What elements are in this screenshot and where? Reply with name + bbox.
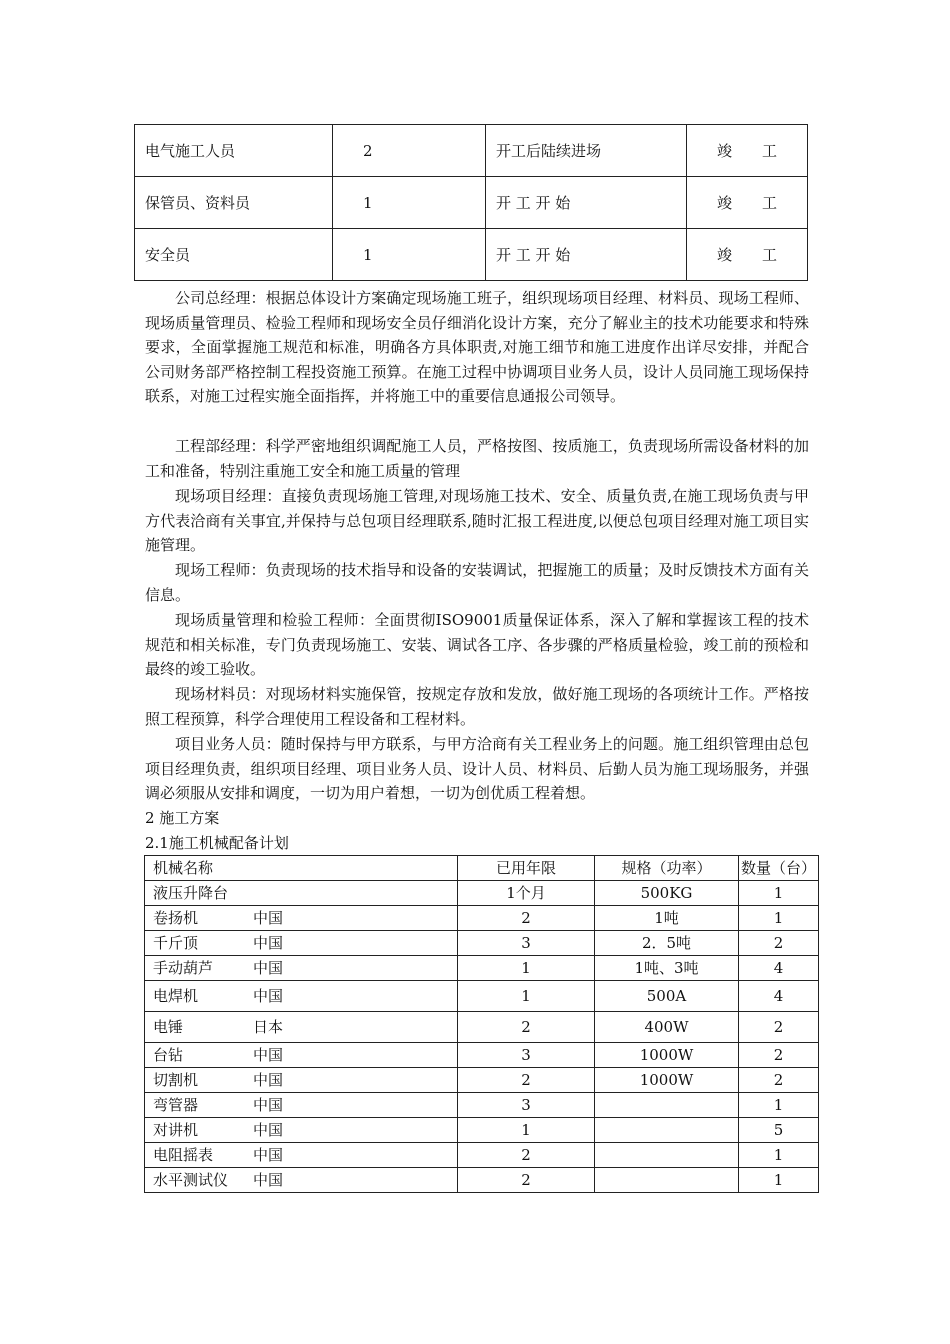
spec-cell [595,1168,739,1193]
paragraph-material-clerk: 现场材料员：对现场材料实施保管，按规定存放和发放，做好施工现场的各项统计工作。严格按照工程预算，科学合理使用工程设备和工程材料。 [145,685,809,728]
machine-name: 台钻 [153,1046,184,1064]
machine-origin: 中国 [253,959,284,977]
spec-cell: 2．5吨 [595,931,739,956]
machine-name-cell [145,881,458,906]
spec-cell: 1吨、3吨 [595,956,739,981]
header-spec: 规格（功率） [595,856,739,881]
count-cell: 2 [333,125,486,177]
paragraph-general-manager: 公司总经理：根据总体设计方案确定现场施工班子，组织现场项目经理、材料员、现场工程师、现场质量管理员、检验工程师和现场安全员仔细消化设计方案，充分了解业主的技术功能要求和特殊要求，全面掌握施工规范和标准，明确各方具体职责,对施工细节和施工进度作出详尽安排，并配合公司财务部严格控制工程投资施工预算。在施工过程中协调项目业务人员，设计人员同施工现场保持联系，对施工过程实施全面指挥，并将施工中的重要信息通报公司领导。 [145,289,809,405]
staff-schedule-table [134,124,808,281]
start-cell: 开 工 开 始 [486,229,687,281]
end-cell: 竣 工 [687,177,808,229]
machine-origin: 中国 [253,1171,284,1189]
machine-name-cell [145,1168,458,1193]
qty-cell: 1 [739,906,819,931]
machine-name: 切割机 [153,1071,199,1089]
years-cell: 1 [458,956,595,981]
table-row [145,881,819,906]
end-cell: 竣 工 [687,229,808,281]
table-header-row [145,856,819,881]
machine-name: 水平测试仪 [153,1171,229,1189]
machine-name-cell [145,1118,458,1143]
spec-cell: 1吨 [595,906,739,931]
spec-cell: 400W [595,1012,739,1043]
machine-name: 千斤顶 [153,934,199,952]
machine-name: 手动葫芦 [153,959,214,977]
years-cell: 3 [458,1093,595,1118]
qty-cell: 1 [739,881,819,906]
spec-cell: 500KG [595,881,739,906]
table-row [145,1068,819,1093]
table-row [145,956,819,981]
qty-cell: 1 [739,1093,819,1118]
machine-name-cell [145,1093,458,1118]
machine-name-cell [145,906,458,931]
machine-origin: 中国 [253,1071,284,1089]
table-row [145,906,819,931]
machine-origin: 中国 [253,1121,284,1139]
machine-name: 电阻摇表 [153,1146,214,1164]
years-cell: 3 [458,1043,595,1068]
machine-name-cell [145,956,458,981]
qty-cell: 5 [739,1118,819,1143]
spec-cell [595,1143,739,1168]
section-title: 2 施工方案 [145,809,220,827]
machine-name: 卷扬机 [153,909,199,927]
machine-name-cell [145,1043,458,1068]
years-cell: 2 [458,1012,595,1043]
machine-name-cell [145,1068,458,1093]
table-row [145,1168,819,1193]
qty-cell: 2 [739,1043,819,1068]
machine-name-cell [145,1143,458,1168]
table-row [135,177,808,229]
paragraph-engineering-manager: 工程部经理：科学严密地组织调配施工人员，严格按图、按质施工，负责现场所需设备材料的加工和准备，特别注重施工安全和施工质量的管理 [145,437,809,480]
qty-cell: 1 [739,1168,819,1193]
table-row [145,1143,819,1168]
header-name: 机械名称 [145,856,458,881]
qty-cell: 2 [739,1012,819,1043]
machine-origin: 日本 [253,1018,284,1036]
table-row [135,125,808,177]
role-cell: 安全员 [135,229,333,281]
start-cell: 开 工 开 始 [486,177,687,229]
machine-name-cell [145,981,458,1012]
years-cell: 2 [458,906,595,931]
qty-cell: 2 [739,1068,819,1093]
machine-name-cell [145,1012,458,1043]
role-cell: 电气施工人员 [135,125,333,177]
table-row [145,1012,819,1043]
machine-origin: 中国 [253,909,284,927]
qty-cell: 2 [739,931,819,956]
years-cell: 2 [458,1068,595,1093]
machine-origin: 中国 [253,1146,284,1164]
machine-name: 弯管器 [153,1096,199,1114]
header-qty: 数量（台） [739,856,819,881]
years-cell: 1 [458,1118,595,1143]
subsection-title: 2.1施工机械配备计划 [145,834,289,852]
start-cell: 开工后陆续进场 [486,125,687,177]
years-cell: 3 [458,931,595,956]
years-cell: 2 [458,1143,595,1168]
table-row [145,1118,819,1143]
machine-name: 对讲机 [153,1121,199,1139]
table-row [145,1093,819,1118]
paragraph-business-staff: 项目业务人员：随时保持与甲方联系，与甲方洽商有关工程业务上的问题。施工组织管理由总包项目经理负责，组织项目经理、项目业务人员、设计人员、材料员、后勤人员为施工现场服务，并强调必须服从安排和调度，一切为用户着想，一切为创优质工程着想。 [145,735,809,802]
machine-name-cell [145,931,458,956]
years-cell: 1 [458,981,595,1012]
spec-cell [595,1093,739,1118]
table-row [145,1043,819,1068]
machine-origin: 中国 [253,934,284,952]
role-cell: 保管员、资料员 [135,177,333,229]
paragraph-project-manager: 现场项目经理：直接负责现场施工管理,对现场施工技术、安全、质量负责,在施工现场负责与甲方代表洽商有关事宜,并保持与总包项目经理联系,随时汇报工程进度,以便总包项目经理对施工项目实施管理。 [145,487,809,554]
paragraph-site-engineer: 现场工程师：负责现场的技术指导和设备的安装调试，把握施工的质量；及时反馈技术方面有关信息。 [145,561,809,604]
machine-name: 电锤 [153,1018,184,1036]
machine-name: 电焊机 [153,987,199,1005]
count-cell: 1 [333,177,486,229]
header-years: 已用年限 [458,856,595,881]
count-cell: 1 [333,229,486,281]
machine-origin: 中国 [253,1096,284,1114]
years-cell: 1个月 [458,881,595,906]
years-cell: 2 [458,1168,595,1193]
qty-cell: 4 [739,981,819,1012]
machine-origin: 中国 [253,1046,284,1064]
qty-cell: 4 [739,956,819,981]
paragraph-quality-engineer: 现场质量管理和检验工程师：全面贯彻ISO9001质量保证体系，深入了解和掌握该工程的技术规范和相关标准，专门负责现场施工、安装、调试各工序、各步骤的严格质量检验，竣工前的预检和最终的竣工验收。 [145,611,809,678]
machine-origin: 中国 [253,987,284,1005]
table-row [145,931,819,956]
table-row [145,981,819,1012]
spec-cell: 500A [595,981,739,1012]
qty-cell: 1 [739,1143,819,1168]
spec-cell [595,1118,739,1143]
spec-cell: 1000W [595,1043,739,1068]
table-row [135,229,808,281]
spec-cell: 1000W [595,1068,739,1093]
machine-table [144,855,819,1193]
end-cell: 竣 工 [687,125,808,177]
machine-name: 液压升降台 [153,884,229,902]
